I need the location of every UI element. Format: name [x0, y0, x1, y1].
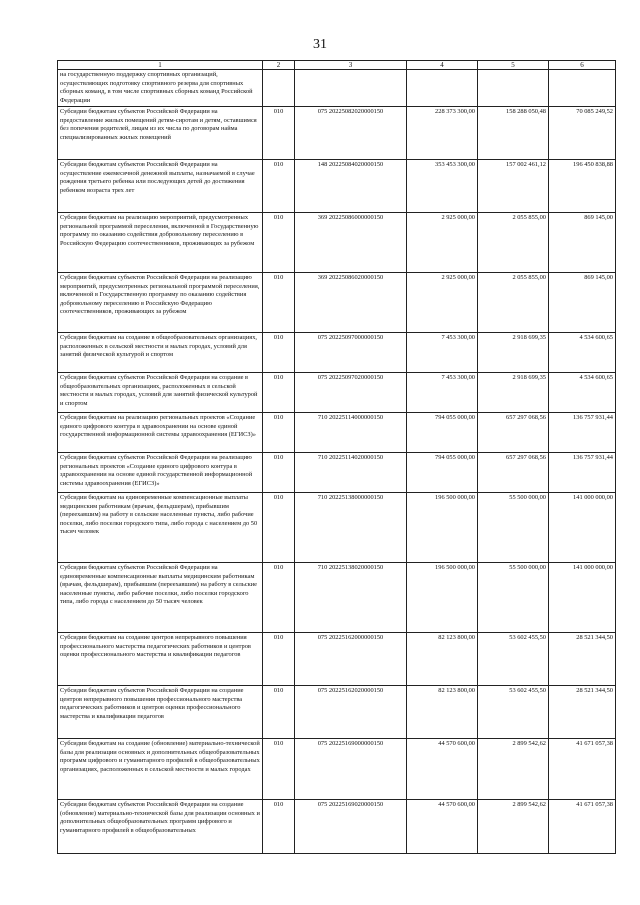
executed-amount: 2 918 699,35: [478, 373, 549, 413]
income-code: 075 20225169020000150: [295, 800, 407, 854]
income-code: 148 20225084020000150: [295, 160, 407, 213]
admin-code: 010: [263, 333, 295, 373]
planned-amount: 2 925 000,00: [407, 213, 478, 273]
admin-code: 010: [263, 413, 295, 453]
table-row: [58, 333, 616, 373]
income-code: 075 20225082020000150: [295, 107, 407, 160]
admin-code: 010: [263, 273, 295, 333]
column-number-row: [58, 61, 616, 70]
row-description: Субсидии бюджетам субъектов Российской Федерации на создание в общеобразовательных организациях, расположенных в сельской местности и малых городах, условий для занятий физической культурой и спортом: [58, 373, 263, 413]
table-row: [58, 739, 616, 800]
remaining-amount: [549, 70, 616, 107]
remaining-amount: 196 450 838,88: [549, 160, 616, 213]
table-row: [58, 160, 616, 213]
remaining-amount: 4 534 600,65: [549, 373, 616, 413]
remaining-amount: 28 521 344,50: [549, 633, 616, 686]
row-description: Субсидии бюджетам на реализацию региональных проектов «Создание единого цифрового контура в здравоохранении на основе единой государственной информационной системы здравоохранения (ЕГИСЗ)»: [58, 413, 263, 453]
row-description: Субсидии бюджетам субъектов Российской Федерации на создание центров непрерывного повышения профессионального мастерства педагогических работников и центров оценки профессионального мастерства и квалификации педагогов: [58, 686, 263, 739]
planned-amount: 196 500 000,00: [407, 563, 478, 633]
income-code: 075 20225162000000150: [295, 633, 407, 686]
row-description: Субсидии бюджетам субъектов Российской Федерации на создание (обновление) материально-технической базы для реализации основных и дополнительных общеобразовательных программ цифрового и гуманитарного профилей в общеобразовательных: [58, 800, 263, 854]
column-number: 2: [263, 61, 295, 70]
planned-amount: 353 453 300,00: [407, 160, 478, 213]
executed-amount: 657 297 068,56: [478, 413, 549, 453]
executed-amount: 2 918 699,35: [478, 333, 549, 373]
executed-amount: 657 297 068,56: [478, 453, 549, 493]
page-number: 31: [313, 37, 327, 52]
remaining-amount: 41 671 057,38: [549, 739, 616, 800]
table-row: [58, 273, 616, 333]
admin-code: 010: [263, 453, 295, 493]
row-description: Субсидии бюджетам субъектов Российской Федерации на осуществление ежемесячной денежной выплаты, назначаемой в случае рождения третьего ребенка или последующих детей до достижения ребенком возраста трех лет: [58, 160, 263, 213]
table-row: [58, 213, 616, 273]
admin-code: 010: [263, 373, 295, 413]
remaining-amount: 141 000 000,00: [549, 563, 616, 633]
table-row: [58, 373, 616, 413]
column-number: 3: [295, 61, 407, 70]
income-code: 075 20225097020000150: [295, 373, 407, 413]
row-description: Субсидии бюджетам субъектов Российской Федерации на реализацию мероприятий, предусмотренных региональной программой переселения, включенной в Государственную программу по оказанию содействия добровольному переселению в Российскую Федерацию соотечественников, проживающих за рубежом: [58, 273, 263, 333]
executed-amount: 2 055 855,00: [478, 213, 549, 273]
planned-amount: 7 453 300,00: [407, 333, 478, 373]
remaining-amount: 136 757 931,44: [549, 453, 616, 493]
column-number: 5: [478, 61, 549, 70]
admin-code: 010: [263, 107, 295, 160]
row-description: Субсидии бюджетам на реализацию мероприятий, предусмотренных региональной программой переселения, включенной в Государственную программу по оказанию содействия добровольному переселению в Российскую Федерацию соотечественников, проживающих за рубежом: [58, 213, 263, 273]
admin-code: 010: [263, 213, 295, 273]
table-row: [58, 686, 616, 739]
income-code: 369 20225086000000150: [295, 213, 407, 273]
planned-amount: 44 570 600,00: [407, 739, 478, 800]
row-description: Субсидии бюджетам субъектов Российской Федерации на реализацию региональных проектов «Создание единого цифрового контура в здравоохранении на основе единой государственной информационной системы здравоохранения (ЕГИСЗ)»: [58, 453, 263, 493]
income-code: 710 20225114000000150: [295, 413, 407, 453]
table-row: [58, 70, 616, 107]
table-row: [58, 493, 616, 563]
budget-table: [57, 60, 616, 854]
executed-amount: 53 602 455,50: [478, 686, 549, 739]
remaining-amount: 4 534 600,65: [549, 333, 616, 373]
executed-amount: 157 002 461,12: [478, 160, 549, 213]
row-description: на государственную поддержку спортивных организаций, осуществляющих подготовку спортивного резерва для спортивных сборных команд, в том числе спортивных сборных команд Российской Федерации: [58, 70, 263, 107]
admin-code: 010: [263, 739, 295, 800]
admin-code: 010: [263, 160, 295, 213]
planned-amount: 82 123 800,00: [407, 686, 478, 739]
row-description: Субсидии бюджетам на создание в общеобразовательных организациях, расположенных в сельской местности и малых городах, условий для занятий физической культурой и спортом: [58, 333, 263, 373]
remaining-amount: 136 757 931,44: [549, 413, 616, 453]
income-code: 075 20225162020000150: [295, 686, 407, 739]
admin-code: 010: [263, 686, 295, 739]
planned-amount: 228 373 300,00: [407, 107, 478, 160]
remaining-amount: 869 145,00: [549, 273, 616, 333]
income-code: 710 20225114020000150: [295, 453, 407, 493]
planned-amount: 794 055 000,00: [407, 413, 478, 453]
planned-amount: 2 925 000,00: [407, 273, 478, 333]
income-code: 369 20225086020000150: [295, 273, 407, 333]
income-code: 710 20225138020000150: [295, 563, 407, 633]
income-code: 710 20225138000000150: [295, 493, 407, 563]
table-row: [58, 633, 616, 686]
row-description: Субсидии бюджетам субъектов Российской Федерации на предоставление жилых помещений детям-сиротам и детям, оставшимся без попечения родителей, лицам из их числа по договорам найма специализированных жилых помещений: [58, 107, 263, 160]
table-row: [58, 413, 616, 453]
income-code: 075 20225169000000150: [295, 739, 407, 800]
planned-amount: 7 453 300,00: [407, 373, 478, 413]
admin-code: 010: [263, 493, 295, 563]
table-row: [58, 453, 616, 493]
admin-code: [263, 70, 295, 107]
remaining-amount: 70 085 249,52: [549, 107, 616, 160]
executed-amount: 2 899 542,62: [478, 739, 549, 800]
planned-amount: 196 500 000,00: [407, 493, 478, 563]
executed-amount: [478, 70, 549, 107]
executed-amount: 158 288 050,48: [478, 107, 549, 160]
planned-amount: [407, 70, 478, 107]
row-description: Субсидии бюджетам на единовременные компенсационные выплаты медицинским работникам (врачам, фельдшерам), прибывшим (переехавшим) на работу в сельские населенные пункты, либо рабочие поселки, либо поселки городского типа, либо города с населением до 50 тысяч человек: [58, 493, 263, 563]
remaining-amount: 41 671 057,38: [549, 800, 616, 854]
planned-amount: 44 570 600,00: [407, 800, 478, 854]
planned-amount: 82 123 800,00: [407, 633, 478, 686]
executed-amount: 55 500 000,00: [478, 563, 549, 633]
executed-amount: 2 899 542,62: [478, 800, 549, 854]
admin-code: 010: [263, 633, 295, 686]
table-row: [58, 563, 616, 633]
row-description: Субсидии бюджетам на создание (обновление) материально-технической базы для реализации основных и дополнительных общеобразовательных программ цифрового и гуманитарного профилей в общеобразовательных организациях, расположенных в сельской местности и малых городах: [58, 739, 263, 800]
table-row: [58, 107, 616, 160]
admin-code: 010: [263, 800, 295, 854]
executed-amount: 55 500 000,00: [478, 493, 549, 563]
remaining-amount: 28 521 344,50: [549, 686, 616, 739]
column-number: 1: [58, 61, 263, 70]
income-code: 075 20225097000000150: [295, 333, 407, 373]
row-description: Субсидии бюджетам на создание центров непрерывного повышения профессионального мастерства педагогических работников и центров оценки профессионального мастерства и квалификации педагогов: [58, 633, 263, 686]
executed-amount: 2 055 855,00: [478, 273, 549, 333]
row-description: Субсидии бюджетам субъектов Российской Федерации на единовременные компенсационные выплаты медицинским работникам (врачам, фельдшерам), прибывшим (переехавшим) на работу в сельские населенные пункты, либо рабочие поселки, либо поселки городского типа, либо города с населением до 50 тысяч человек: [58, 563, 263, 633]
table-row: [58, 800, 616, 854]
executed-amount: 53 602 455,50: [478, 633, 549, 686]
column-number: 4: [407, 61, 478, 70]
income-code: [295, 70, 407, 107]
remaining-amount: 869 145,00: [549, 213, 616, 273]
column-number: 6: [549, 61, 616, 70]
remaining-amount: 141 000 000,00: [549, 493, 616, 563]
admin-code: 010: [263, 563, 295, 633]
planned-amount: 794 055 000,00: [407, 453, 478, 493]
